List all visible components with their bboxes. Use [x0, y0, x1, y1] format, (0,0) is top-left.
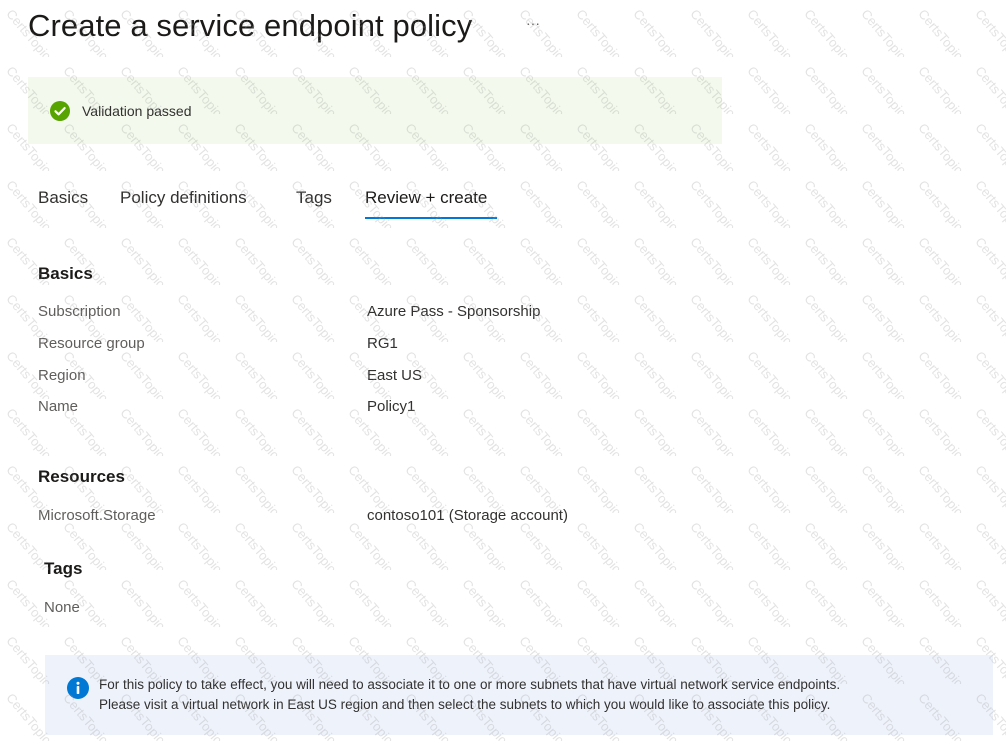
microsoft-storage-label: Microsoft.Storage	[38, 507, 156, 524]
tab-basics[interactable]: Basics	[38, 188, 89, 207]
resources-heading: Resources	[38, 467, 125, 486]
more-options-button[interactable]: ···	[526, 15, 540, 31]
info-message-line-1: For this policy to take effect, you will need to associate it to one or more subnets that have virtual network service endpoints.	[99, 677, 841, 692]
checkmark-circle-icon	[50, 101, 70, 121]
region-label: Region	[38, 367, 86, 384]
page-title: Create a service endpoint policy	[28, 8, 473, 43]
validation-banner	[28, 77, 722, 144]
tab-tags[interactable]: Tags	[296, 188, 332, 207]
basics-heading: Basics	[38, 264, 93, 283]
tags-heading: Tags	[44, 559, 83, 578]
name-value: Policy1	[367, 398, 416, 415]
resource-group-value: RG1	[367, 335, 398, 352]
resource-group-label: Resource group	[38, 335, 145, 352]
validation-message: Validation passed	[82, 103, 192, 119]
info-icon	[67, 677, 89, 699]
info-banner	[45, 655, 993, 735]
active-tab-indicator	[365, 217, 497, 219]
subscription-label: Subscription	[38, 303, 121, 320]
tab-review-create[interactable]: Review + create	[365, 188, 488, 207]
info-message-line-2: Please visit a virtual network in East US region and then select the subnets to which you would like to associate this policy.	[99, 697, 831, 712]
name-label: Name	[38, 398, 79, 415]
tags-value: None	[44, 599, 80, 616]
subscription-value: Azure Pass - Sponsorship	[367, 303, 541, 320]
tab-policy-definitions[interactable]: Policy definitions	[120, 188, 247, 207]
microsoft-storage-value: contoso101 (Storage account)	[367, 507, 568, 524]
region-value: East US	[367, 367, 423, 384]
